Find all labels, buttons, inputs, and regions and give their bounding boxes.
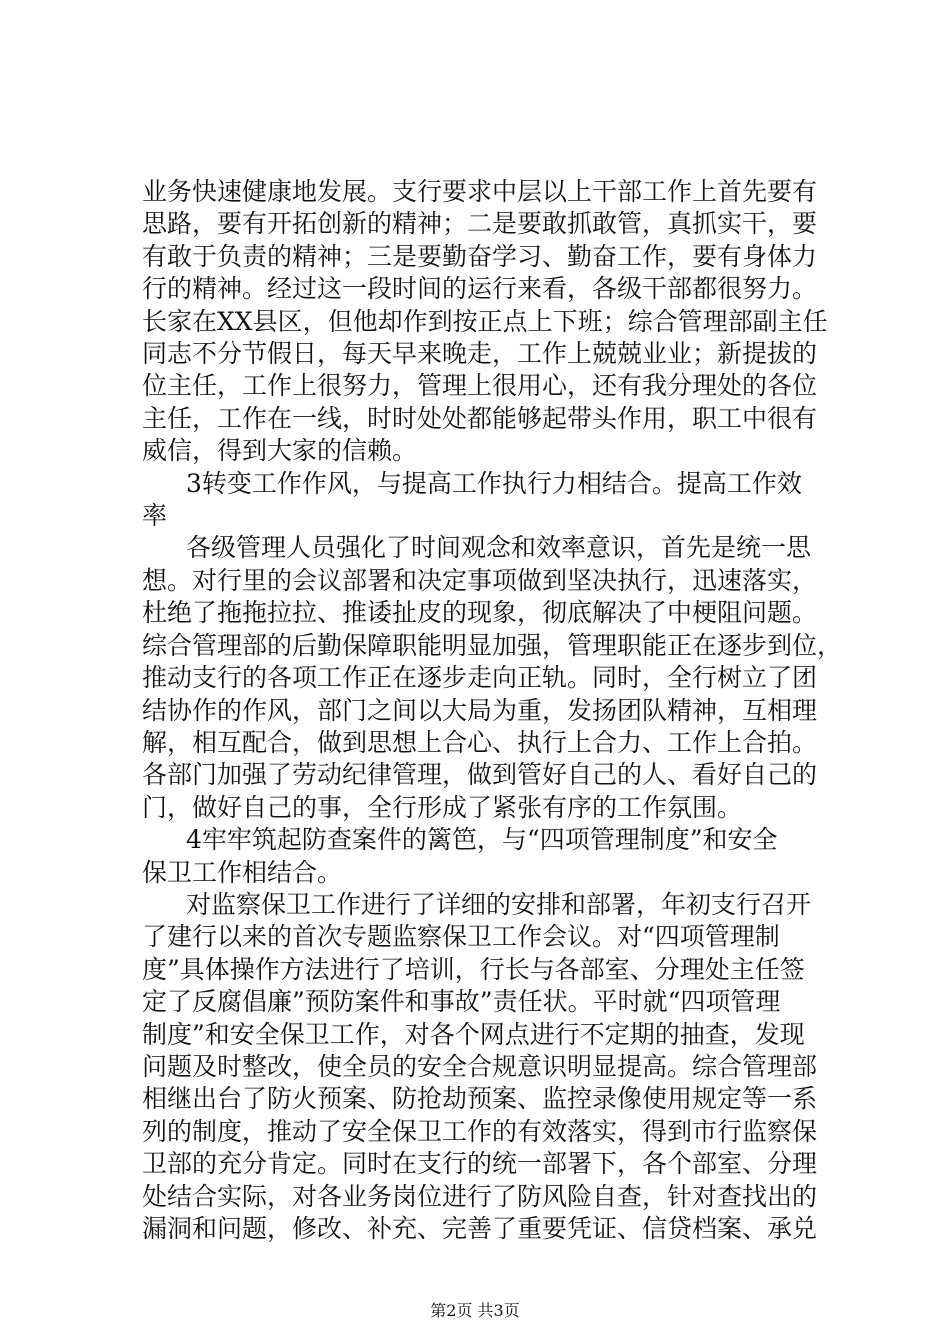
text-line: 长家在XX县区，但他却作到按正点上下班；综合管理部副主任 (142, 306, 828, 336)
section-heading-4 (142, 824, 842, 889)
text-line: 率 (142, 501, 168, 531)
text-line: 杜绝了拖拖拉拉、推诿扯皮的现象，彻底解决了中梗阻问题。 (142, 598, 818, 628)
page-footer (0, 1301, 950, 1321)
paragraph-security-work (142, 889, 842, 1245)
text-line: 问题及时整改，使全员的安全合规意识明显提高。综合管理部 (142, 1051, 818, 1081)
paragraph-cadre-performance (142, 176, 842, 468)
text-line: 行的精神。经过这一段时间的运行来看，各级干部都很努力。 (142, 274, 818, 304)
text-line: 想。对行里的会议部署和决定事项做到坚决执行，迅速落实， (142, 565, 818, 595)
text-line: 保卫工作相结合。 (142, 857, 343, 887)
text-line: 卫部的充分肯定。同时在支行的统一部署下，各个部室、分理 (142, 1149, 818, 1179)
paragraph-work-style (142, 532, 842, 824)
text-line: 相继出台了防火预案、防抢劫预案、监控录像使用规定等一系 (142, 1084, 818, 1114)
text-line: 思路，要有开拓创新的精神；二是要敢抓敢管，真抓实干，要 (142, 209, 818, 239)
text-line: 3转变工作作风，与提高工作执行力相结合。提高工作效 (186, 468, 802, 498)
text-line: 列的制度，推动了安全保卫工作的有效落实，得到市行监察保 (142, 1116, 818, 1146)
text-line: 同志不分节假日，每天早来晚走，工作上兢兢业业；新提拔的 (142, 339, 818, 369)
text-line: 结协作的作风，部门之间以大局为重，发扬团队精神，互相理 (142, 695, 818, 725)
text-line: 各部门加强了劳动纪律管理，做到管好自己的人、看好自己的 (142, 760, 818, 790)
text-line: 推动支行的各项工作正在逐步走向正轨。同时，全行树立了团 (142, 663, 818, 693)
text-line: 了建行以来的首次专题监察保卫工作会议。对“四项管理制 (142, 922, 780, 952)
text-line: 有敢于负责的精神；三是要勤奋学习、勤奋工作，要有身体力 (142, 241, 818, 271)
section-heading-3 (142, 468, 842, 533)
text-line: 业务快速健康地发展。支行要求中层以上干部工作上首先要有 (142, 177, 818, 206)
text-line: 度”具体操作方法进行了培训，行长与各部室、分理处主任签 (142, 954, 805, 984)
text-line: 各级管理人员强化了时间观念和效率意识，首先是统一思 (186, 533, 812, 563)
text-line: 威信，得到大家的信赖。 (142, 436, 418, 466)
page-number: 第2页 共3页 (430, 1301, 520, 1320)
text-line: 门，做好自己的事，全行形成了紧张有序的工作氛围。 (142, 792, 743, 822)
text-line: 处结合实际，对各业务岗位进行了防风险自查，针对查找出的 (142, 1181, 818, 1211)
text-line: 位主任，工作上很努力，管理上很用心，还有我分理处的各位 (142, 371, 818, 401)
text-line: 4牢牢筑起防查案件的篱笆，与“四项管理制度”和安全 (186, 825, 778, 855)
text-line: 对监察保卫工作进行了详细的安排和部署，年初支行召开 (186, 889, 812, 919)
text-line: 主任，工作在一线，时时处处都能够起带头作用，职工中很有 (142, 403, 818, 433)
text-line: 解，相互配合，做到思想上合心、执行上合力、工作上合拍。 (142, 727, 818, 757)
text-line: 定了反腐倡廉”预防案件和事故”责任状。平时就“四项管理 (142, 987, 781, 1017)
document-body (142, 176, 842, 1245)
text-line: 综合管理部的后勤保障职能明显加强，管理职能正在逐步到位， (142, 630, 843, 660)
text-line: 漏洞和问题，修改、补充、完善了重要凭证、信贷档案、承兑 (142, 1214, 818, 1243)
text-line: 制度”和安全保卫工作，对各个网点进行不定期的抽查，发现 (142, 1019, 805, 1049)
